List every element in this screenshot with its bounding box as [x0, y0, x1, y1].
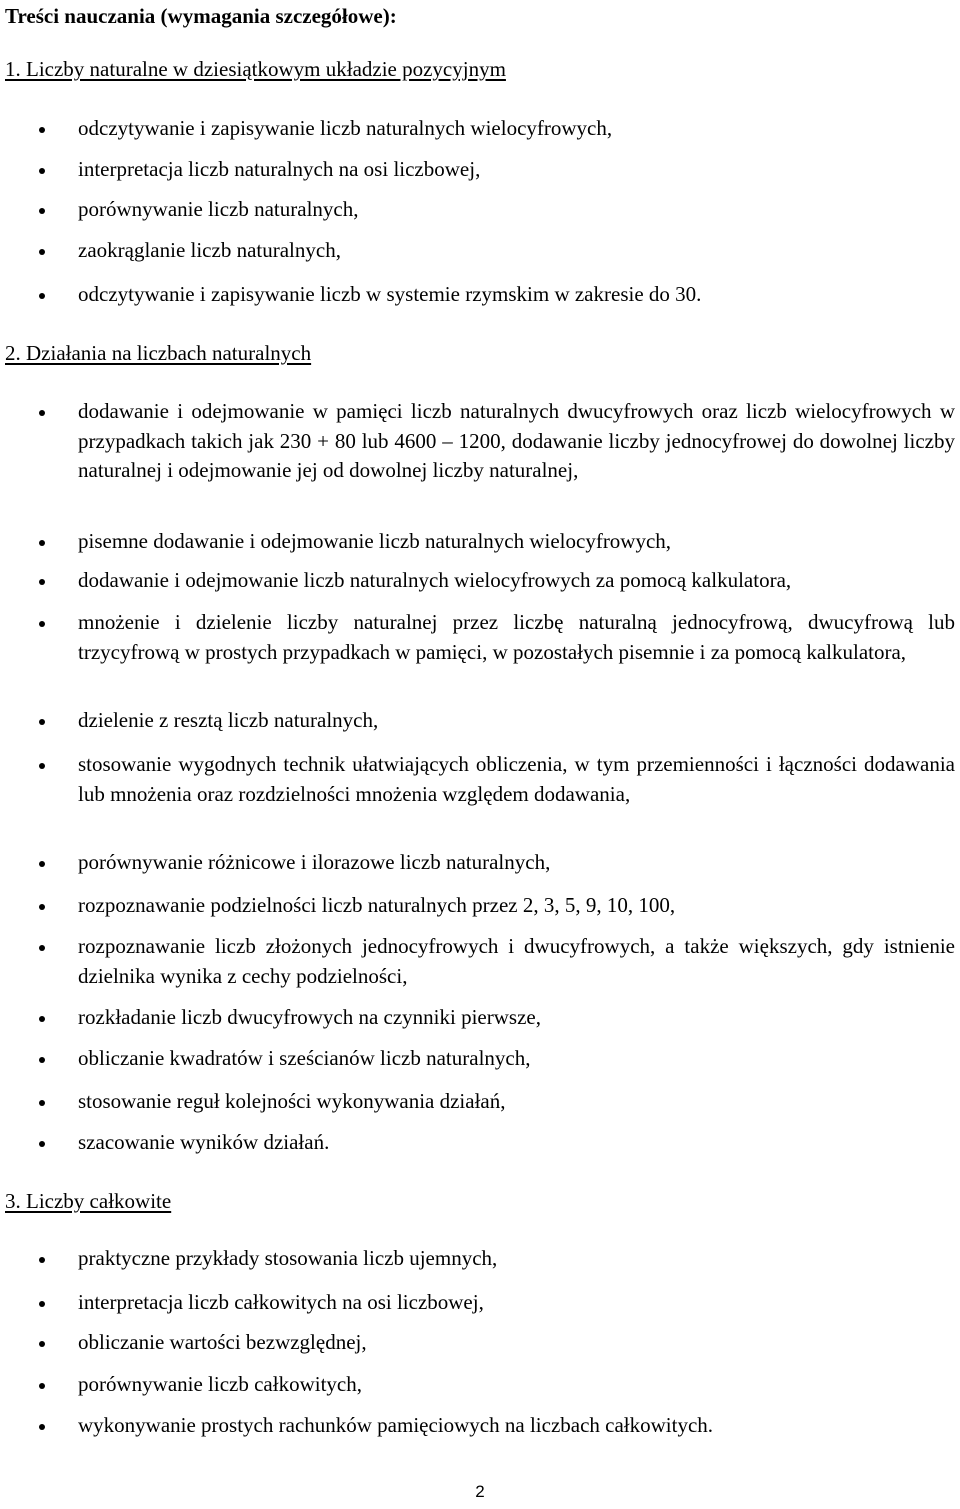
bullet-icon: [39, 1141, 45, 1147]
list-item-text: pisemne dodawanie i odejmowanie liczb naturalnych wielocyfrowych,: [78, 529, 672, 553]
bullet-icon: [39, 1057, 45, 1063]
list-item-text: rozkładanie liczb dwucyfrowych na czynniki pierwsze,: [78, 1005, 541, 1029]
section-heading-2: 2. Działania na liczbach naturalnych: [5, 341, 312, 365]
bullet-icon: [39, 621, 45, 627]
bullet-icon: [39, 249, 45, 255]
list-item-text: mnożenie i dzielenie liczby naturalnej przez liczbę naturalną jednocyfrową, dwucyfrową lub trzycyfrową w prostych przypadkach w pamięci, w pozostałych pisemnie i za pomocą kalkulatora,: [78, 610, 955, 664]
bullet-icon: [39, 1257, 45, 1263]
list-item-text: interpretacja liczb naturalnych na osi liczbowej,: [78, 157, 481, 181]
list-item-text: porównywanie różnicowe i ilorazowe liczb naturalnych,: [78, 850, 551, 874]
bullet-icon: [39, 127, 45, 133]
bullet-icon: [39, 540, 45, 546]
bullet-icon: [39, 861, 45, 867]
bullet-icon: [39, 1016, 45, 1022]
bullet-icon: [39, 1100, 45, 1106]
list-item-text: stosowanie reguł kolejności wykonywania działań,: [78, 1089, 506, 1113]
bullet-icon: [39, 168, 45, 174]
bullet-icon: [39, 763, 45, 769]
bullet-icon: [39, 410, 45, 416]
bullet-icon: [39, 1424, 45, 1430]
page-number: 2: [475, 1482, 485, 1501]
list-item-text: dodawanie i odejmowanie w pamięci liczb naturalnych dwucyfrowych oraz liczb wielocyfrowych w przypadkach takich jak 230 + 80 lub 4600 – 1200, dodawanie liczby jednocyfrowej do dowolnej liczby naturalnej i odejmowanie jej od dowolnej liczby naturalnej,: [78, 399, 955, 483]
list-item-text: obliczanie kwadratów i sześcianów liczb naturalnych,: [78, 1046, 531, 1070]
bullet-icon: [39, 719, 45, 725]
list-item-text: rozpoznawanie liczb złożonych jednocyfrowych i dwucyfrowych, a także większych, gdy istnienie dzielnika wynika z cechy podzielności,: [78, 934, 955, 988]
section-heading-3: 3. Liczby całkowite: [5, 1189, 172, 1213]
list-item-text: porównywanie liczb naturalnych,: [78, 197, 359, 221]
bullet-icon: [39, 1383, 45, 1389]
bullet-icon: [39, 579, 45, 585]
section-heading-1: 1. Liczby naturalne w dziesiątkowym układzie pozycyjnym: [5, 57, 506, 81]
bullet-icon: [39, 293, 45, 299]
list-item-text: dzielenie z resztą liczb naturalnych,: [78, 708, 379, 732]
bullet-icon: [39, 208, 45, 214]
list-item-text: szacowanie wyników działań.: [78, 1130, 330, 1154]
bullet-icon: [39, 1301, 45, 1307]
list-item-text: dodawanie i odejmowanie liczb naturalnych wielocyfrowych za pomocą kalkulatora,: [78, 568, 792, 592]
list-item-text: interpretacja liczb całkowitych na osi liczbowej,: [78, 1290, 484, 1314]
list-item-text: praktyczne przykłady stosowania liczb ujemnych,: [78, 1246, 498, 1270]
list-item-text: rozpoznawanie podzielności liczb naturalnych przez 2, 3, 5, 9, 10, 100,: [78, 893, 676, 917]
list-item-text: odczytywanie i zapisywanie liczb naturalnych wielocyfrowych,: [78, 116, 613, 140]
list-item-text: zaokrąglanie liczb naturalnych,: [78, 238, 341, 262]
list-item-text: odczytywanie i zapisywanie liczb w systemie rzymskim w zakresie do 30.: [78, 282, 702, 306]
list-item-text: wykonywanie prostych rachunków pamięciowych na liczbach całkowitych.: [78, 1413, 714, 1437]
list-item-text: stosowanie wygodnych technik ułatwiających obliczenia, w tym przemienności i łączności dodawania lub mnożenia oraz rozdzielności mnożenia względem dodawania,: [78, 752, 955, 806]
bullet-icon: [39, 1341, 45, 1347]
page-title: Treści nauczania (wymagania szczegółowe):: [5, 4, 397, 28]
bullet-icon: [39, 945, 45, 951]
list-item-text: porównywanie liczb całkowitych,: [78, 1372, 362, 1396]
list-item-text: obliczanie wartości bezwzględnej,: [78, 1330, 367, 1354]
bullet-icon: [39, 904, 45, 910]
